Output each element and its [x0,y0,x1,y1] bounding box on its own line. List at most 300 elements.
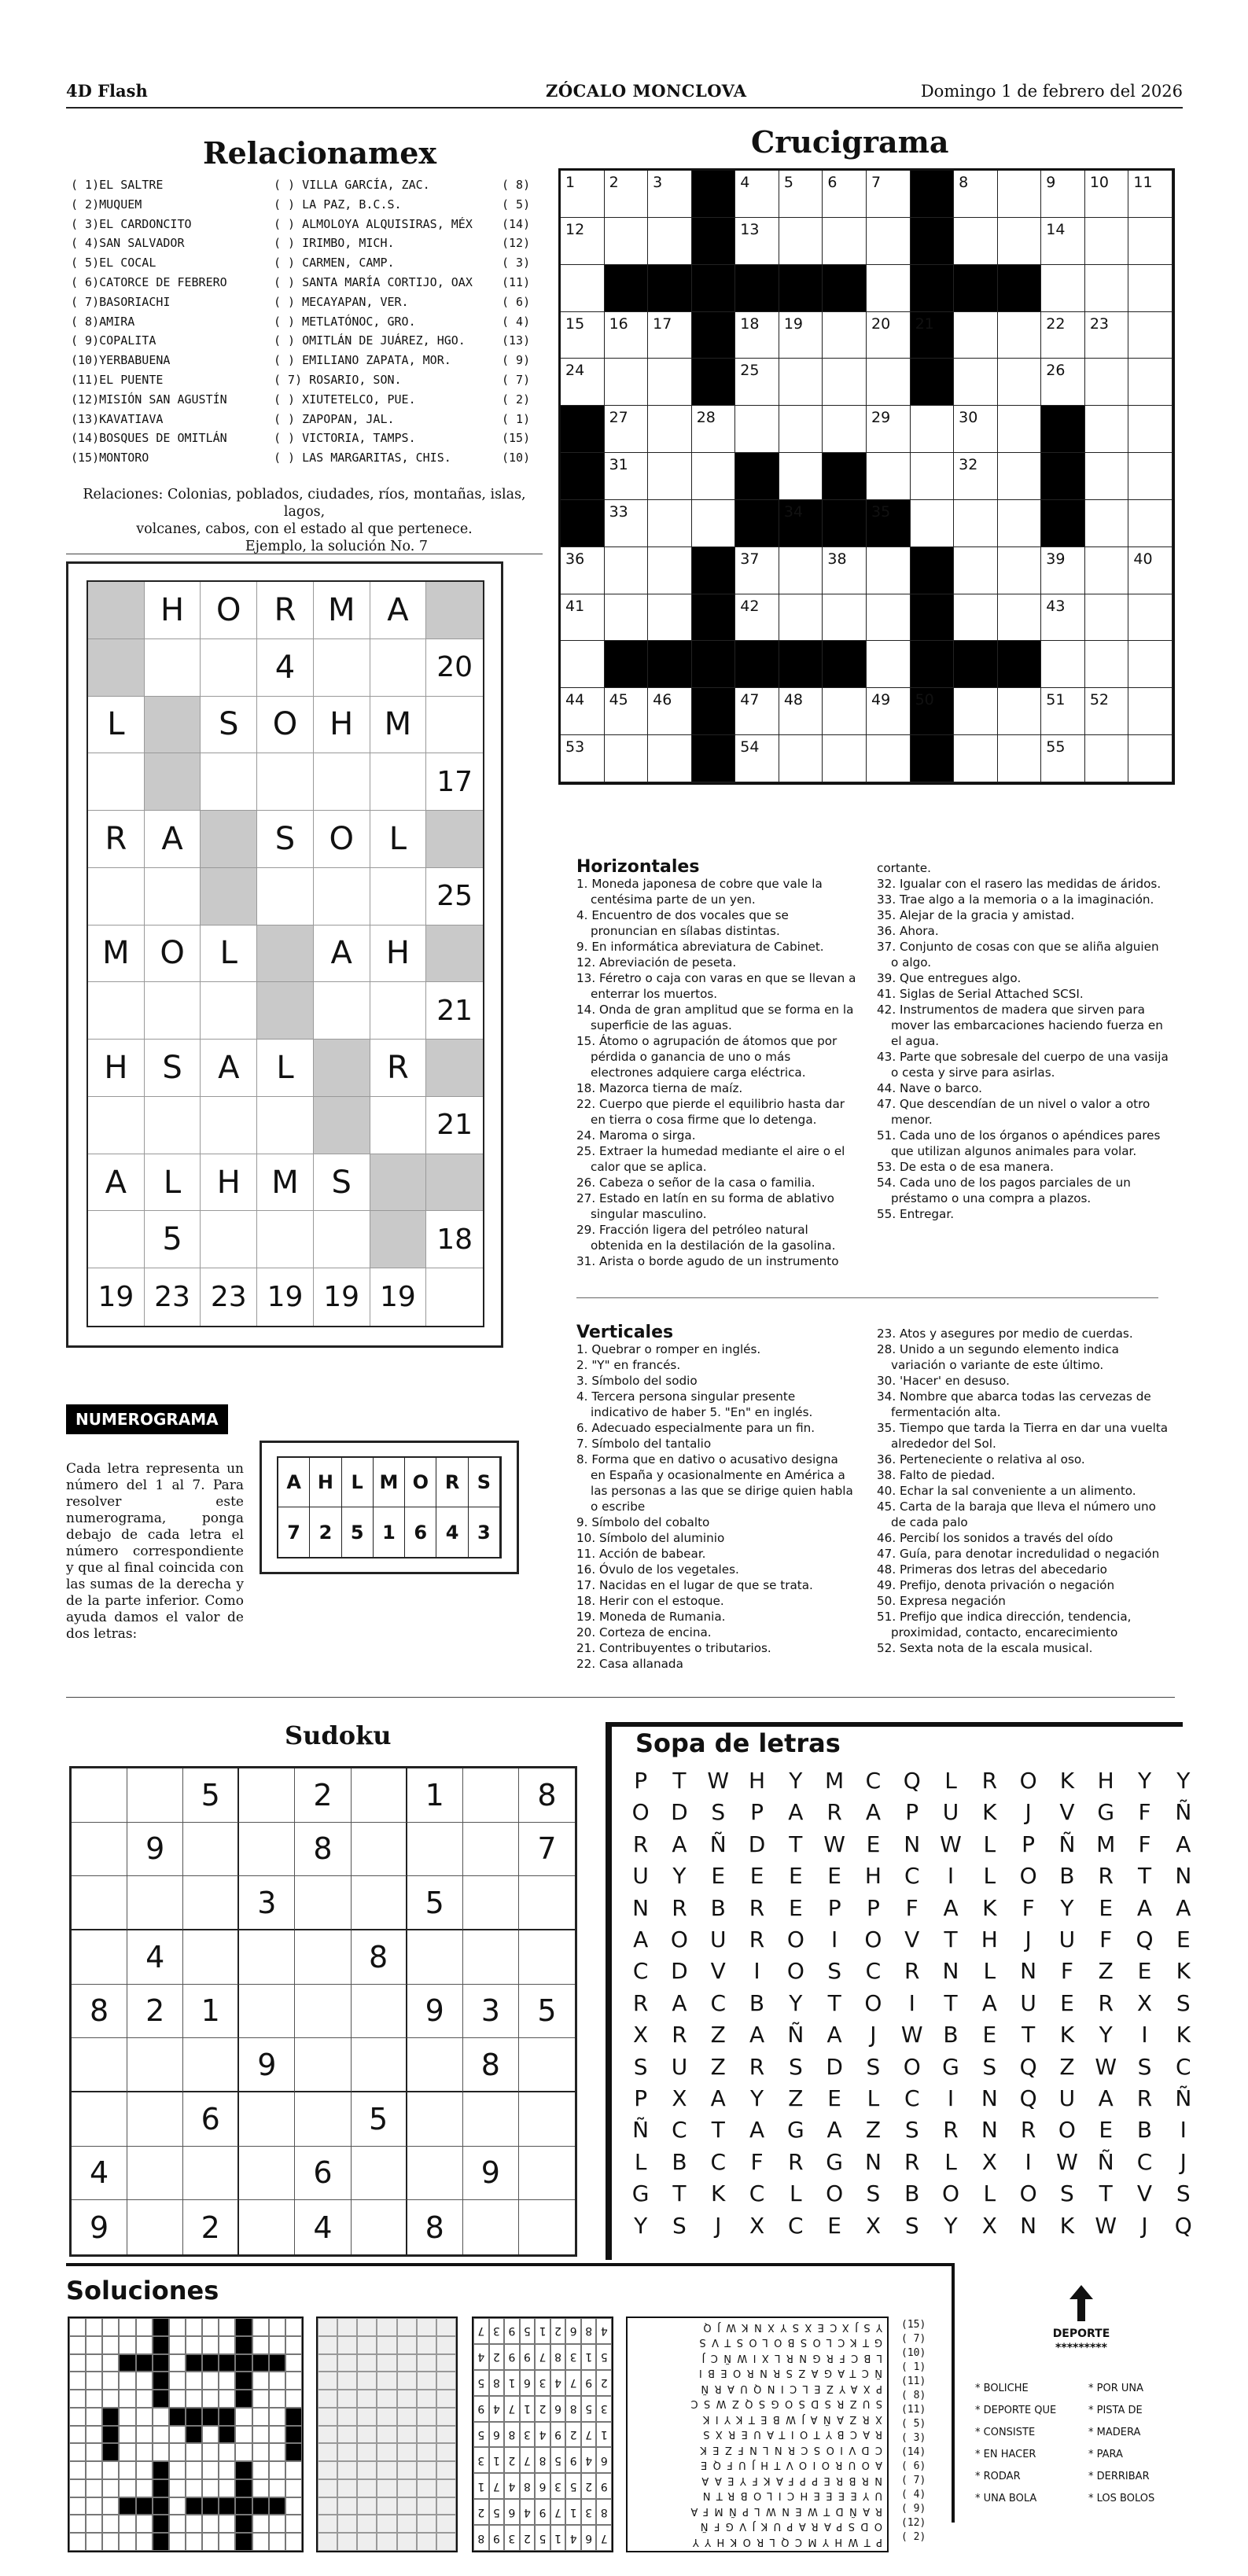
sopa-letter: V [1059,1799,1075,1826]
crossword-solution-cell [169,2533,186,2551]
numerograma-solution-cell [397,2336,417,2354]
sopa-letter: V [904,1926,920,1952]
sudoku-cell [239,1985,295,2039]
crossword-cell [648,453,692,500]
crossword-solution-cell [202,2372,219,2390]
sopa-letter: I [1180,2117,1187,2144]
crossword-solution-cell [235,2479,252,2497]
sopa-letter: G [786,2117,804,2144]
sopa-letter: E [827,2085,841,2111]
crossword-cell [911,547,955,594]
crossword-number: 33 [609,502,628,521]
numerograma-cell [201,1097,257,1154]
crossword-cell [779,218,823,265]
relacionamex-item: ( 3)EL CARDONCITO [71,216,192,231]
crossword-number: 35 [871,502,891,521]
sudoku-solution-cell: 3 [596,2396,612,2422]
sopa-letter: I [947,2085,955,2111]
crossword-number: 44 [565,691,585,709]
sopa-letter: C [904,2085,920,2111]
numerograma-solution-cell [397,2408,417,2426]
relacionamex-place: ( ) MECAYAPAN, VER. [274,294,409,309]
vertical-clue: 23. Atos y asegures por medio de cuerdas. [877,1327,1133,1341]
sopa-letter: Y [634,2212,648,2239]
sopa-letter: Y [672,1863,687,1890]
vertical-clue: 34. Nombre que abarca todas las cervezas de fermentación alta. [877,1389,1151,1419]
sopa-solution-row: CDVIOSCRNLNFZEK [694,2444,882,2456]
numerograma-cell: L [145,1154,201,1212]
crossword-solution-cell [219,2354,235,2372]
relacionamex-solution-item: ( 5) [901,2418,926,2430]
crossword-solution-cell [269,2408,285,2426]
numerograma-cell: 5 [145,1211,201,1268]
crossword-solution-cell [119,2497,135,2515]
crossword-solution-cell [169,2497,186,2515]
crossword-solution-cell [119,2336,135,2354]
sopa-letter: T [672,1768,687,1794]
crossword-cell [779,641,823,688]
solution-stars: ********* [1055,2342,1107,2354]
numerograma-solution-cell [337,2461,357,2479]
relacionamex-solution-item: (14) [901,2446,926,2458]
sudoku-solution-cell: 1 [535,2318,550,2344]
vertical-clue: 38. Falto de piedad. [877,1468,996,1482]
relacionamex-title: Relacionamex [203,135,437,171]
numerograma-cell: 4 [257,639,314,697]
numerograma-cell: M [314,582,370,639]
crossword-solution-cell [119,2408,135,2426]
sudoku-cell [352,2038,407,2092]
crossword-cell [735,735,779,782]
numerograma-solution-cell [436,2515,456,2533]
sopa-letter: S [633,2053,648,2080]
numerograma-cell: H [314,697,370,754]
crossword-cell [911,641,955,688]
numerograma-solution-cell [377,2336,396,2354]
sudoku-cell: 9 [127,1823,183,1877]
sopa-letter: R [672,1894,687,1921]
numerograma-solution-cell [318,2479,337,2497]
crossword-cell [561,641,605,688]
crucigrama-title: Crucigrama [751,124,949,160]
crossword-cell [1085,500,1129,547]
sopa-letter: F [1138,1831,1151,1857]
sopa-letter: R [632,1831,649,1857]
sudoku-solution-cell: 3 [489,2318,505,2344]
horizontal-clue: 53. De esta o de esa manera. [877,1160,1054,1174]
sopa-letter: K [1059,2022,1075,2048]
crossword-cell [605,453,649,500]
crossword-solution-cell [119,2426,135,2444]
crossword-solution-cell [153,2336,169,2354]
crossword-cell [692,688,736,735]
sopa-letter: O [670,1926,688,1952]
relacionamex-place: ( ) SANTA MARÍA CORTIJO, OAX [274,275,473,289]
numerograma-solution-cell [377,2390,396,2408]
crossword-solution-cell [252,2461,269,2479]
crossword-number: 31 [609,456,628,474]
crossword-solution-cell [219,2515,235,2533]
sopa-letter: R [749,1894,765,1921]
crossword-cell [779,735,823,782]
sopa-letter: O [903,2053,921,2080]
sopa-solution [626,2317,889,2552]
crossword-number: 40 [1133,550,1153,568]
crossword-cell [867,406,911,453]
sopa-letter: Ñ [632,2117,650,2144]
horizontal-clue: 55. Entregar. [877,1207,955,1221]
sudoku-cell [519,2200,575,2254]
numerograma-solution-cell [397,2515,417,2533]
sopa-letter: D [671,1799,688,1826]
crossword-solution-cell [202,2479,219,2497]
crossword-number: 2 [609,174,619,191]
crossword-cell [605,406,649,453]
crossword-number: 53 [565,738,585,756]
sopa-letter: E [1099,2117,1114,2144]
verticales-clues-col1 [576,1341,856,1672]
numerograma-solution-cell [417,2408,436,2426]
relacionamex-solution-item: (10) [901,2347,926,2359]
sopa-letter: R [672,2022,687,2048]
sudoku-cell [127,2147,183,2201]
crossword-cell [735,406,779,453]
crossword-solution-cell [86,2372,102,2390]
horizontal-clue: 26. Cabeza o señor de la casa o familia. [576,1176,815,1190]
sopa-letter: D [671,1958,688,1985]
numerograma-cell [88,753,145,811]
section-label: 4D Flash [66,81,148,101]
sudoku-solution-cell: 6 [550,2396,566,2422]
sopa-letter: O [864,1926,882,1952]
crossword-solution-cell [102,2533,119,2551]
numerograma-solution-cell [357,2390,377,2408]
numerograma-solution-cell [417,2318,436,2336]
sopa-letter: A [749,2117,765,2144]
vertical-clue: 1. Quebrar o romper en inglés. [576,1342,761,1356]
sopa-letter: L [983,1831,996,1857]
sopa-letter: Ñ [709,1831,727,1857]
crossword-cell [867,594,911,642]
vertical-clue: 3. Símbolo del sodio [576,1374,698,1388]
sopa-letter: H [749,1768,766,1794]
crossword-number: 21 [915,315,934,333]
crossword-solution-cell [235,2515,252,2533]
crossword-solution-cell [235,2533,252,2551]
sopa-letter: P [905,1799,919,1826]
crossword-cell [561,265,605,312]
crossword-cell [605,688,649,735]
sopa-letter: E [788,1894,803,1921]
crossword-number: 51 [1046,691,1066,709]
crossword-cell [1041,547,1085,594]
crossword-solution-cell [153,2479,169,2497]
crossword-cell [823,265,867,312]
crossword-solution-cell [186,2479,202,2497]
crossword-solution-cell [219,2426,235,2444]
numerograma-grid [87,580,484,1327]
sopa-letter: A [672,1989,687,2016]
sopa-letter: D [748,1831,766,1857]
numerograma-solution-cell [397,2479,417,2497]
numerograma-cell [88,1097,145,1154]
sopa-letter: E [827,1863,841,1890]
sudoku-solution-cell: 2 [581,2473,597,2499]
crossword-grid [558,168,1175,785]
crossword-solution-cell [269,2372,285,2390]
numerograma-key [277,1456,502,1558]
crossword-solution-cell [86,2336,102,2354]
sopa-letter: N [981,2117,998,2144]
numerograma-solution-cell [397,2390,417,2408]
crossword-cell [911,171,955,218]
sudoku-solution-cell: 3 [535,2370,550,2396]
sudoku-solution-cell: 5 [565,2473,581,2499]
sopa-letter: W [940,1831,962,1857]
crossword-cell [823,594,867,642]
crossword-solution-cell [186,2336,202,2354]
newspaper-name: ZÓCALO MONCLOVA [546,81,747,101]
crossword-solution-cell [186,2461,202,2479]
crossword-cell [605,735,649,782]
numerograma-cell: H [145,582,201,639]
vertical-clue: 20. Corteza de encina. [576,1625,712,1639]
horizontal-clue: 39. Que entregues algo. [877,971,1022,985]
sopa-letter: K [1176,2022,1191,2048]
sudoku-cell: 4 [72,2147,127,2201]
sudoku-solution-cell: 1 [473,2473,489,2499]
sopa-row [621,2180,1202,2206]
sudoku-solution-cell: 7 [565,2370,581,2396]
sudoku-solution-cell: 9 [504,2318,520,2344]
numerograma-solution [316,2317,458,2552]
crossword-number: 1 [565,174,576,191]
key-number: 4 [436,1507,468,1557]
sopa-letter: A [865,1799,881,1826]
sopa-letter: Z [1059,2053,1075,2080]
crossword-cell [1041,594,1085,642]
sopa-letter: B [672,2148,687,2175]
crossword-cell [1041,453,1085,500]
crossword-solution-cell [102,2408,119,2426]
sopa-letter: R [749,2053,765,2080]
sudoku-cell: 1 [407,1768,463,1823]
numerograma-solution-cell [397,2461,417,2479]
sopa-letter: S [827,1958,842,1985]
crossword-cell [1085,594,1129,642]
sudoku-solution-cell: 3 [504,2525,520,2551]
crossword-solution-cell [86,2461,102,2479]
crossword-cell [605,641,649,688]
crossword-solution-cell [235,2443,252,2461]
crossword-cell [911,735,955,782]
sopa-letter: U [1058,2085,1076,2111]
crossword-solution-cell [202,2354,219,2372]
numerograma-cell: 18 [426,1211,483,1268]
crossword-cell [648,171,692,218]
sudoku-cell [127,1876,183,1930]
crossword-cell [735,500,779,547]
sudoku-cell: 8 [352,1930,407,1985]
sopa-solution-row: PXAYZELCINQUARÑ [695,2383,882,2394]
numerograma-cell [257,926,314,983]
sudoku-solution-cell: 9 [550,2422,566,2448]
relacionamex-place: ( ) ALMOLOYA ALQUISIRAS, MÉX [274,216,473,231]
sopa-letter: J [1025,1799,1032,1826]
sopa-letter: R [1098,1863,1114,1890]
crossword-solution-cell [102,2497,119,2515]
relacionamex-row [71,236,531,256]
sudoku-solution-cell: 8 [565,2396,581,2422]
sopa-letter: A [672,1831,687,1857]
crossword-cell [1041,171,1085,218]
sopa-letter: N [864,2148,882,2175]
crossword-solution-cell [102,2390,119,2408]
sopa-letter: S [866,2180,881,2207]
crossword-cell [561,547,605,594]
crossword-solution-cell [285,2515,302,2533]
sudoku-cell [519,2147,575,2201]
horizontal-clue: 15. Átomo o agrupación de átomos que por pérdida o ganancia de uno o más electrones adquiere carga eléctrica. [576,1034,838,1080]
crossword-cell [1085,453,1129,500]
sopa-letter: J [870,2022,877,2048]
sudoku-solution-cell: 7 [535,2344,550,2370]
crossword-solution-cell [285,2443,302,2461]
sudoku-solution-cell: 7 [581,2422,597,2448]
sopa-letter: W [707,1768,730,1794]
sopa-solution-row: YSJXCEXSYXNKWJQ [698,2321,882,2333]
crossword-cell [998,171,1042,218]
sopa-letter: A [943,1894,959,1921]
crossword-cell [911,312,955,359]
sopa-letter: B [1136,2117,1153,2144]
numerograma-cell [314,639,370,697]
sopa-letter: O [826,2180,844,2207]
crossword-solution-cell [169,2408,186,2426]
numerograma-cell [257,868,314,926]
sopa-letter: I [1141,2022,1148,2048]
crossword-cell [648,594,692,642]
numerograma-cell [88,639,145,697]
crossword-solution-cell [186,2533,202,2551]
sudoku-solution-cell: 1 [520,2396,536,2422]
numerograma-solution-cell [417,2479,436,2497]
horizontal-clue: 43. Parte que sobresale del cuerpo de una vasija o cesta y sirve para asirlas. [877,1050,1169,1080]
crossword-number: 36 [565,550,585,568]
horizontal-clue: 32. Igualar con el rasero las medidas de áridos. [877,877,1161,891]
sudoku-solution-cell: 2 [520,2525,536,2551]
sopa-row [621,1768,1202,1794]
relacionamex-note-2: volcanes, cabos, con el estado al que pertenece. [136,521,473,537]
numerograma-solution-cell [377,2515,396,2533]
crossword-number: 16 [609,315,628,333]
sopa-letter: Z [1098,1958,1114,1985]
solution-word-item: * CONSISTE [975,2427,1036,2438]
crossword-cell [1041,406,1085,453]
sopa-letter: O [1019,1863,1037,1890]
crossword-number: 50 [915,691,934,709]
crossword-number: 9 [1046,174,1056,191]
key-letter: S [469,1458,500,1507]
sopa-letter: C [788,2212,804,2239]
crossword-solution-cell [86,2479,102,2497]
crossword-cell [1085,171,1129,218]
numerograma-cell: O [201,582,257,639]
horizontal-clue: 37. Conjunto de cosas con que se aliña alguien o algo. [877,940,1159,970]
crossword-cell [1128,594,1173,642]
numerograma-cell: 19 [88,1268,145,1326]
crossword-number: 54 [740,738,760,756]
sopa-solution-row: ODSPARAPUKJVGFÑ [694,2520,882,2533]
crossword-cell [867,171,911,218]
sopa-letter: A [981,1989,997,2016]
crossword-number: 13 [740,220,760,238]
sopa-letter: C [710,2148,727,2175]
numerograma-solution-cell [417,2336,436,2354]
relacionamex-note-1: Relaciones: Colonias, poblados, ciudades, ríos, montañas, islas, lagos, [83,487,526,520]
relacionamex-place: ( ) XIUTETELCO, PUE. [274,392,416,407]
crossword-cell [692,453,736,500]
sopa-title: Sopa de letras [635,1728,841,1758]
numerograma-cell: O [145,926,201,983]
numerograma-cell: L [370,811,427,868]
crossword-cell [561,594,605,642]
horizontales-clues-col1 [576,876,856,1269]
sopa-letter: P [750,1799,764,1826]
crossword-solution-cell [219,2461,235,2479]
vertical-clue: 22. Casa allanada [576,1657,683,1671]
crossword-solution-cell [153,2390,169,2408]
numerograma-cell [426,697,483,754]
sopa-letter: E [1176,1926,1191,1952]
sudoku-cell [295,1985,351,2039]
sopa-letter: B [943,2022,959,2048]
relacionamex-answer: ( 9) [502,353,531,368]
sopa-letter: T [711,2117,725,2144]
sudoku-cell: 1 [183,1985,239,2039]
sudoku-solution-cell: 4 [535,2422,550,2448]
crossword-cell [823,171,867,218]
numerograma-solution-cell [436,2426,456,2444]
sopa-solution-row: RAÑDTWENWLPÑMFA [685,2505,882,2517]
sudoku-solution-cell: 1 [565,2499,581,2525]
crossword-solution-cell [169,2372,186,2390]
sopa-letter: U [632,1863,649,1890]
key-letter: M [374,1458,405,1507]
vertical-clue: 45. Carta de la baraja que lleva el número uno de cada palo [877,1500,1156,1529]
sopa-letter: R [632,1989,649,2016]
sopa-row [621,2054,1202,2080]
numerograma-solution-cell [417,2515,436,2533]
sopa-letter: A [788,1799,804,1826]
crossword-cell [998,406,1042,453]
sudoku-solution-cell: 4 [581,2447,597,2473]
crossword-cell [692,406,736,453]
sudoku-cell: 2 [183,2200,239,2254]
crossword-cell [561,312,605,359]
crossword-cell [692,359,736,406]
sopa-solution-row: GTKCLOSBOLOSTVS [694,2336,882,2349]
crossword-cell [1128,500,1173,547]
crossword-number: 37 [740,550,760,568]
sopa-letter: R [749,1926,765,1952]
sudoku-cell [239,2092,295,2147]
numerograma-solution-cell [318,2372,337,2390]
sudoku-cell [239,2200,295,2254]
crossword-solution-cell [285,2390,302,2408]
crossword-solution-cell [269,2515,285,2533]
sopa-letter: R [904,1958,920,1985]
